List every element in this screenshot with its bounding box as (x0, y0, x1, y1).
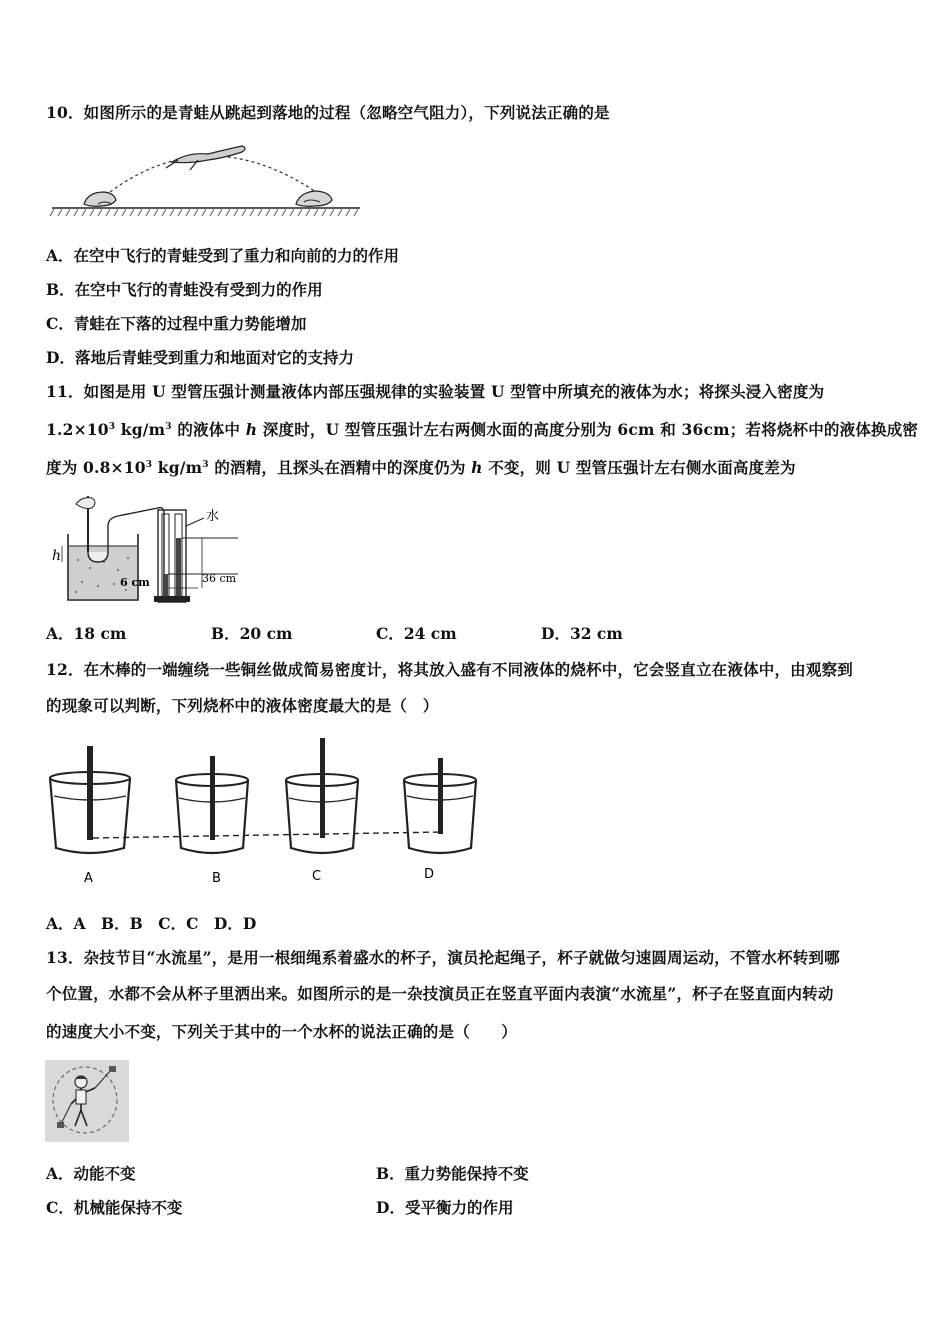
q10-option-c: C．青蛙在下落的过程中重力势能增加 (46, 314, 307, 333)
frog-jump-figure (48, 138, 364, 222)
q10-option-d: D．落地后青蛙受到重力和地面对它的支持力 (46, 348, 354, 367)
fig-label-h: h (52, 548, 62, 564)
fig-label-water: 水 (206, 509, 220, 524)
q11-stem-line1: 11．如图是用 U 型管压强计测量液体内部压强规律的实验装置 U 型管中所填充的液体为水；将探头浸入密度为 (46, 382, 825, 401)
beaker-d (404, 758, 476, 853)
fig-label-36cm: 36 cm (202, 572, 237, 585)
beaker-label-b: B (212, 871, 221, 886)
fig-label-6cm: 6 cm (120, 576, 150, 589)
q11-option-c: C．24 cm (376, 624, 457, 643)
q11-option-a: A．18 cm (46, 624, 127, 643)
q13-option-d: D．受平衡力的作用 (376, 1198, 514, 1217)
q13-option-b: B．重力势能保持不变 (376, 1164, 529, 1183)
beaker-label-d: D (424, 867, 435, 882)
q10-stem: 10．如图所示的是青蛙从跳起到落地的过程（忽略空气阻力），下列说法正确的是 (46, 103, 610, 122)
q11-stem-line2: $1.2\times 10^3$ $kg/m^3$ 的液体中 h 深度时，U 型管压强计左右两侧水面的高度分别为 6cm 和 36cm；若将烧杯中的液体换成密 (46, 420, 919, 439)
q13-stem-line3: 的速度大小不变，下列关于其中的一个水杯的说法正确的是（ ） (46, 1022, 518, 1041)
q11-option-d: D．32 cm (541, 624, 623, 643)
q13-option-c: C．机械能保持不变 (46, 1198, 183, 1217)
q13-stem-line2: 个位置，水都不会从杯子里洒出来。如图所示的是一杂技演员正在竖直平面内表演“水流星”，杯子在竖直面内转动 (46, 984, 834, 1003)
water-meteor-acrobat-figure (45, 1060, 129, 1142)
q11-stem-line3: 度为 $0.8\times 10^3$ $kg/m^3$ 的酒精，且探头在酒精中的深度仍为 h 不变，则 U 型管压强计左右侧水面高度差为 (46, 458, 796, 477)
q13-option-a: A．动能不变 (46, 1164, 136, 1183)
beaker-label-a: A (84, 871, 93, 886)
q11-option-b: B．20 cm (211, 624, 293, 643)
q10-option-b: B．在空中飞行的青蛙没有受到力的作用 (46, 280, 323, 299)
q10-option-a: A．在空中飞行的青蛙受到了重力和向前的力的作用 (46, 246, 400, 265)
beaker-label-c: C (312, 869, 322, 884)
q12-options: A．A B．B C．C D．D (46, 914, 257, 933)
q12-stem-line1: 12．在木棒的一端缠绕一些铜丝做成简易密度计，将其放入盛有不同液体的烧杯中，它会竖直立在液体中，由观察到 (46, 660, 853, 679)
q12-stem-line2: 的现象可以判断，下列烧杯中的液体密度最大的是（ ） (46, 696, 439, 715)
beaker-b (176, 756, 248, 853)
u-tube-manometer-figure (48, 490, 248, 606)
q13-stem-line1: 13．杂技节目“水流星”，是用一根细绳系着盛水的杯子，演员抡起绳子，杯子就做匀速圆周运动，不管水杯转到哪 (46, 948, 840, 967)
beaker-c (286, 738, 358, 853)
density-meter-beakers-figure (44, 734, 494, 890)
